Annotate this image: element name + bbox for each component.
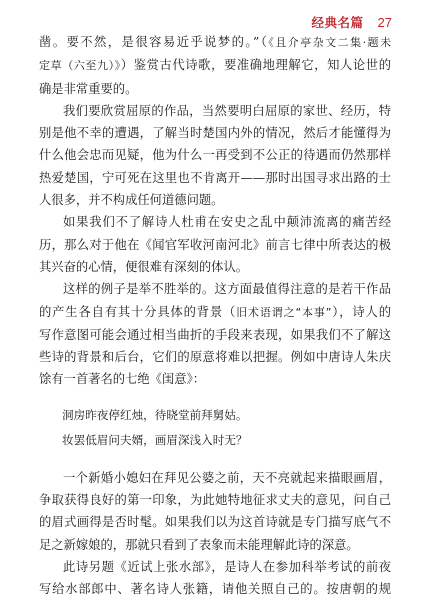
citation-text: 《且介亭杂文二集·题未	[268, 36, 391, 49]
text-line	[39, 511, 391, 533]
body-text-run: 确是非常重要的。	[39, 81, 138, 96]
body-text-run: 别是他不幸的遭遇，了解当时楚国内外的情况，然后才能懂得为	[39, 126, 391, 141]
text-line	[39, 256, 391, 278]
text-line	[39, 234, 391, 256]
page-header	[312, 13, 392, 31]
body-text-run: 历，那么对于他在《闻官军收河南河北》前言七律中所表达的极	[39, 237, 391, 252]
body-text-run: 人很多，并不构成任何道德问题。	[39, 193, 224, 208]
body-text-run: 其兴奋的心情，便很难有深刻的体认。	[39, 259, 249, 274]
text-line	[39, 489, 391, 511]
body-text-run: 足之新嫁娘的，那就只看到了表象而未能理解此诗的深意。	[39, 537, 359, 552]
page-number: 27	[377, 15, 392, 30]
text-line	[39, 122, 391, 144]
paragraph-6	[39, 556, 391, 601]
paragraph-4	[39, 278, 391, 390]
body-text-run: 这样的例子是举不胜举的。这方面最值得注意的是若干作品	[63, 282, 391, 297]
body-text-run: 写作意图可能会通过相当曲折的手段来表现，如果我们不了解这	[39, 327, 391, 342]
body-text-run: ），诗人的	[331, 304, 391, 319]
text-line	[39, 54, 391, 77]
text-line	[39, 301, 391, 324]
body-text-run: 凿。要不然，是很容易近乎说梦的。”（	[39, 35, 269, 49]
article-body	[39, 31, 391, 601]
text-line	[39, 78, 391, 100]
text-line	[39, 100, 391, 122]
text-line	[39, 324, 391, 346]
text-line	[39, 31, 391, 54]
text-line	[39, 144, 391, 166]
paragraph-3	[39, 211, 391, 278]
paragraph-5	[39, 467, 391, 556]
body-text-run: 馀有一首著名的七绝《闺意》：	[39, 372, 206, 387]
text-line	[39, 278, 391, 300]
citation-text: 定草（六至九）》	[39, 59, 121, 73]
text-line	[39, 534, 391, 556]
body-text-run: 我们要欣赏屈原的作品，当然要明白屈原的家世、经历，特	[63, 103, 391, 118]
text-line	[39, 167, 391, 189]
text-line	[39, 368, 391, 390]
body-text-run: 些诗的背景和后台，它们的原意将难以把握。例如中唐诗人朱庆	[39, 350, 391, 365]
citation-text: 旧术语谓之“本事”	[236, 305, 332, 319]
paragraph-2	[39, 100, 391, 211]
body-text-run: ）鉴赏古代诗歌，要准确地理解它，知人论世的	[120, 58, 391, 73]
body-text-run: 一个新婚小媳妇在拜见公婆之前，天不亮就起来描眼画眉，	[63, 470, 391, 485]
text-line	[39, 211, 391, 233]
paragraph-1	[39, 31, 391, 100]
text-line	[39, 556, 391, 578]
body-text-run: 如果我们不了解诗人杜甫在安史之乱中颠沛流离的痛苦经	[63, 215, 391, 230]
text-line	[39, 346, 391, 368]
body-text-run: 的眉式画得是否时髦。如果我们以为这首诗就是专门描写底气不	[39, 515, 391, 530]
text-line	[39, 467, 391, 489]
body-text-run: 热爱楚国，宁可死在这里也不肯离开——那时出国寻求出路的士	[39, 170, 391, 185]
body-text-run: 什么他会忠而见疑，他为什么一再受到不公正的待遇而仍然那样	[39, 148, 391, 163]
body-text-run: 此诗另题《近试上张水部》，是诗人在参加科举考试的前夜	[63, 559, 391, 574]
body-text-run: 写给水部郎中、著名诗人张籍，请他关照自己的。按唐朝的规	[39, 582, 391, 597]
text-line	[39, 578, 391, 600]
text-line	[39, 189, 391, 211]
running-header-title: 经典名篇	[311, 15, 364, 30]
body-text-run: 争取获得良好的第一印象，为此她特地征求丈夫的意见，问自己	[39, 493, 391, 508]
body-text-run: 的产生各自有其十分具体的背景（	[39, 304, 237, 319]
poem-block	[39, 403, 391, 453]
poem-line: 妆罢低眉问夫婿，画眉深浅入时无？	[62, 432, 248, 447]
poem-line: 洞房昨夜停红烛，待晓堂前拜舅姑。	[62, 407, 248, 422]
